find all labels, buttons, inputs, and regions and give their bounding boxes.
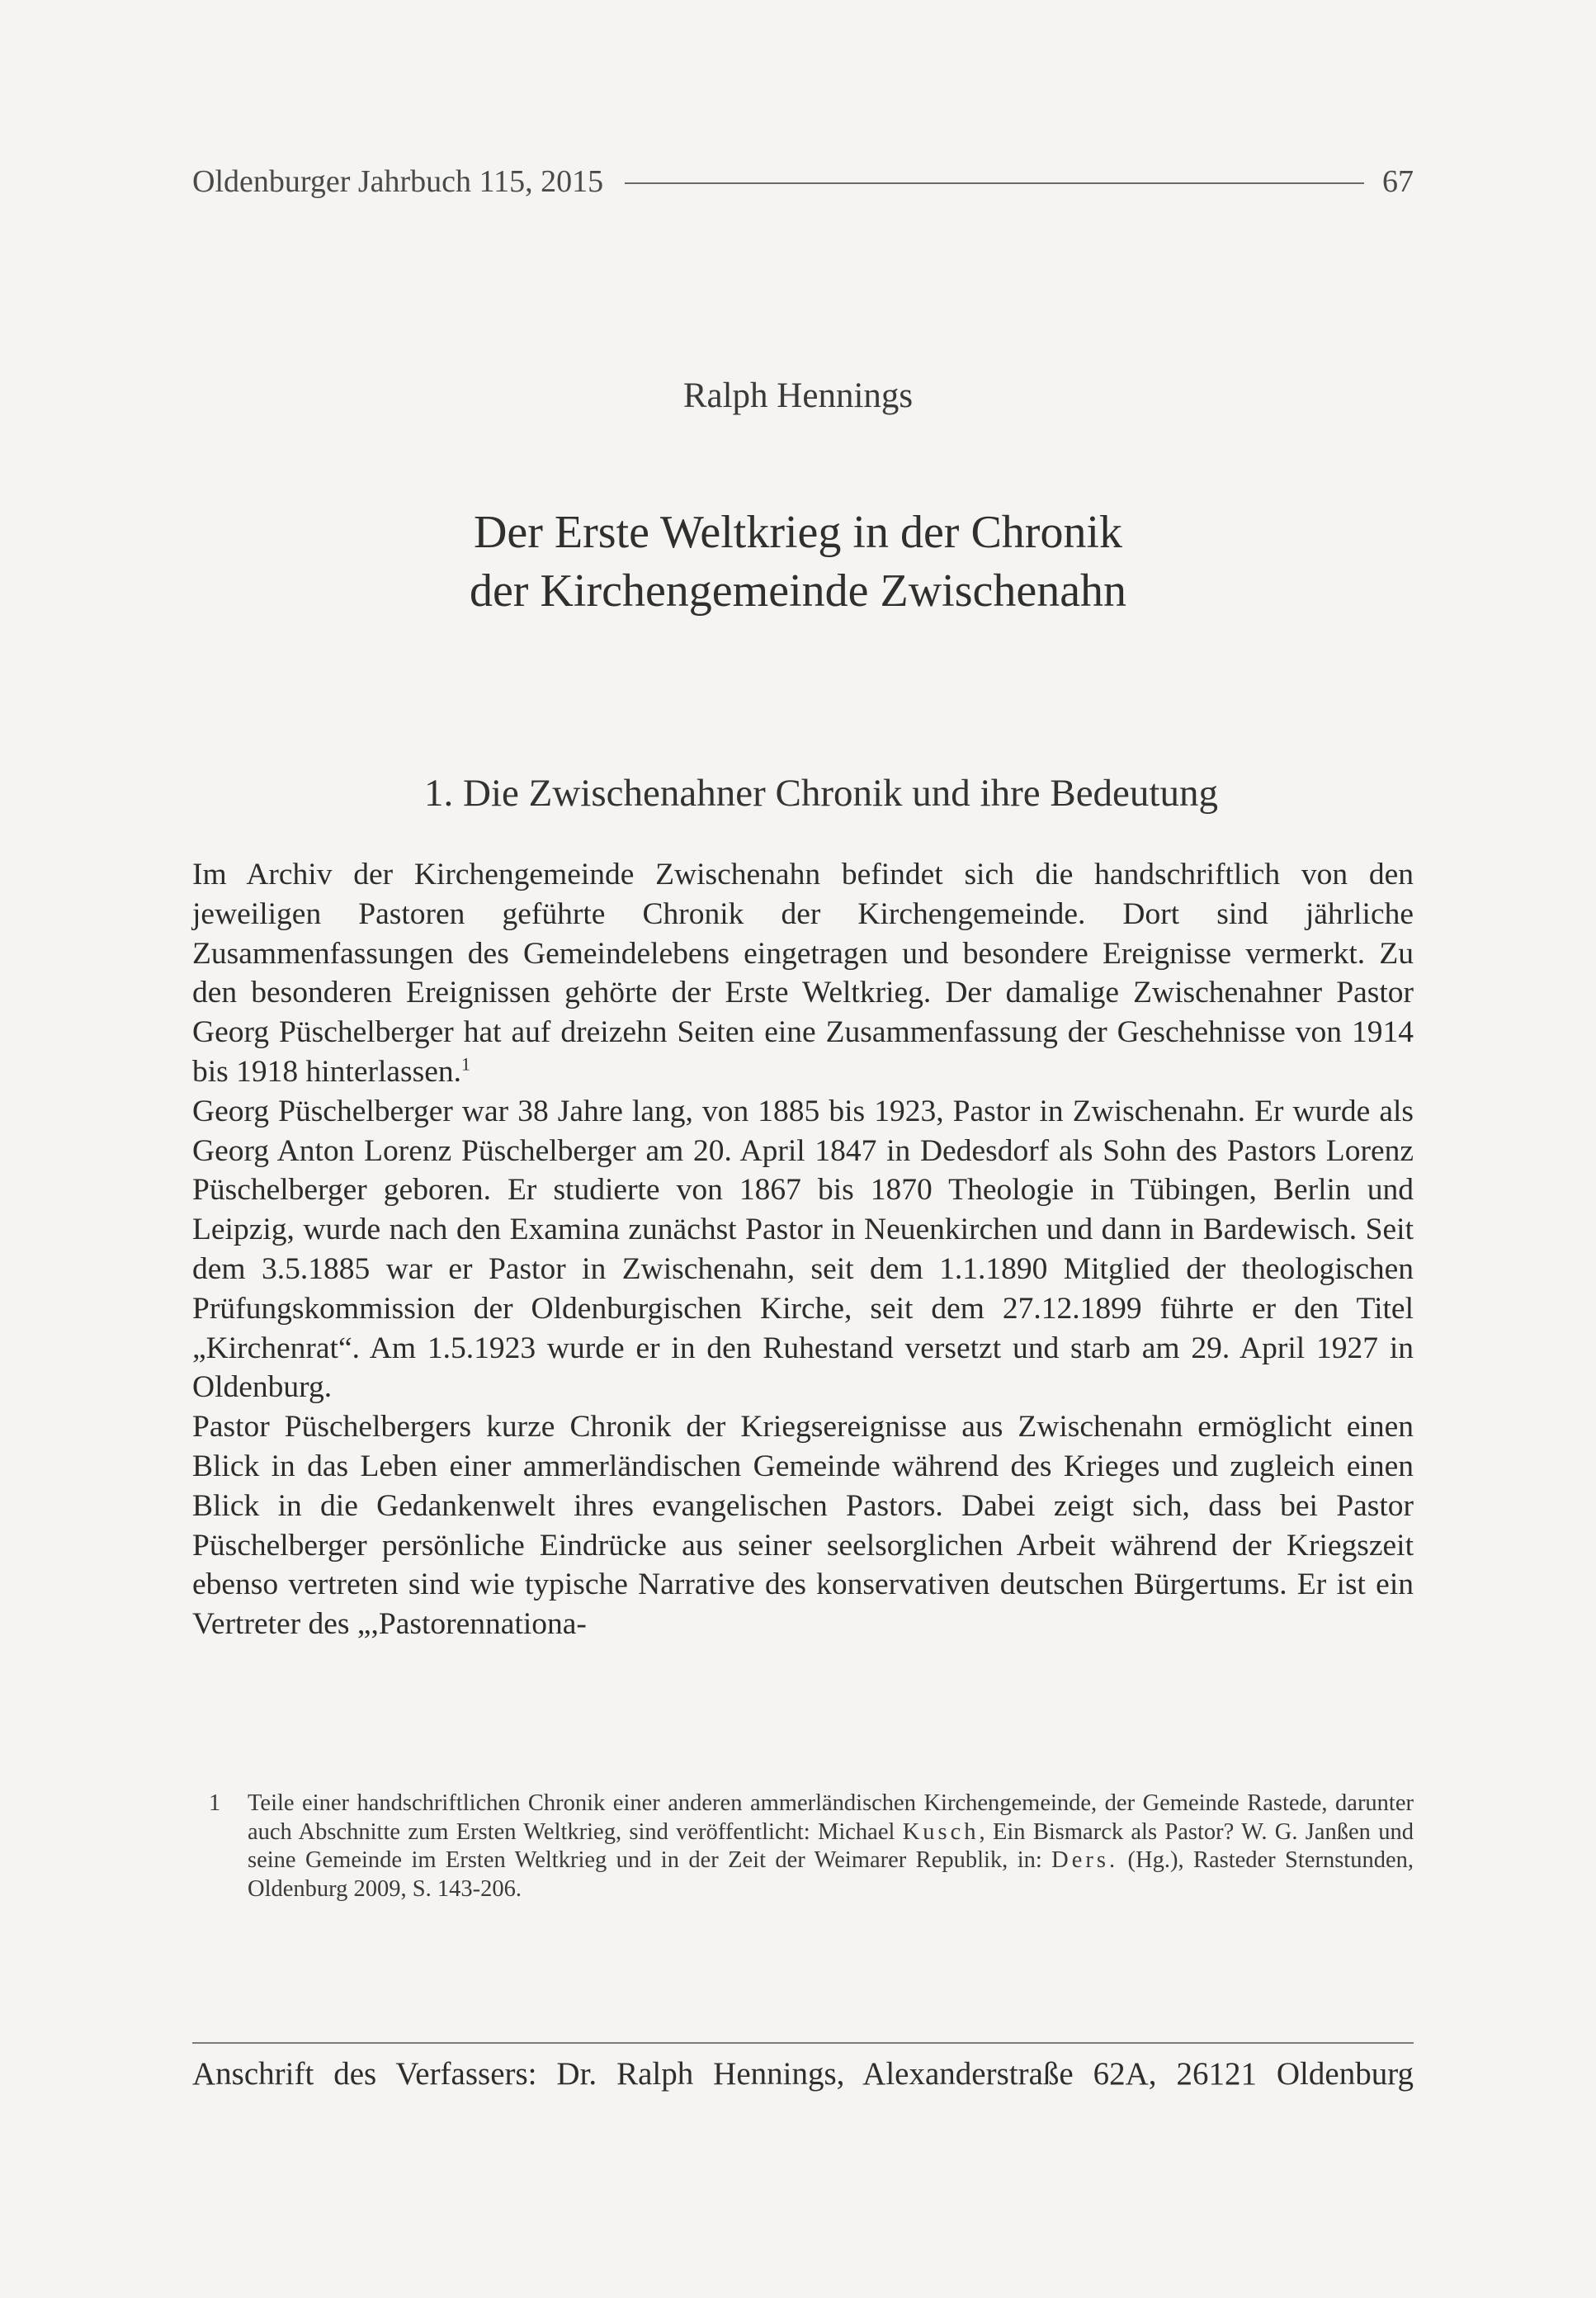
author-address: Anschrift des Verfassers: Dr. Ralph Hennings, Alexanderstraße 62A, 26121 Oldenburg <box>192 2056 1414 2092</box>
journal-title: Oldenburger Jahrbuch 115, 2015 <box>192 164 604 199</box>
footnote-number: 1 <box>209 1790 221 1816</box>
section-heading: 1. Die Zwischenahner Chronik und ihre Bedeutung <box>424 772 1218 815</box>
article-title-line-1: Der Erste Weltkrieg in der Chronik <box>473 507 1123 558</box>
footnote-reference: 1 <box>461 1053 471 1075</box>
body-text <box>192 855 1414 1644</box>
article-author: Ralph Hennings <box>682 376 914 415</box>
footnote-text-part-2: , Ein Bismarck als Pastor? W. G. Janßen und seine Gemeinde im Ersten Weltkrieg und in der Zeit der Weimarer Republik, in: <box>248 1818 1414 1873</box>
article-title <box>0 504 1596 621</box>
paragraph-3: Pastor Püschelbergers kurze Chronik der Kriegsereignisse aus Zwischenahn ermöglicht einen Blick in das Leben einer ammerländischen Gemeinde während des Krieges und zugleich einen Blick in die Gedankenwelt ihres evangelischen Pastors. Dabei zeigt sich, dass bei Pastor Püschelberger persönliche Eindrücke aus seiner seelsorglichen Arbeit während der Kriegszeit ebenso vertreten sind wie typische Narrative des konservativen deutschen Bürgertums. Er ist ein Vertreter des „,Pastorennationa- <box>192 1410 1414 1642</box>
page-number: 67 <box>1382 164 1414 199</box>
footnote <box>209 1790 1414 1903</box>
running-head <box>192 157 1414 206</box>
footer-rule <box>192 2042 1414 2044</box>
paragraph-1-text: Im Archiv der Kirchengemeinde Zwischenahn befindet sich die handschriftlich von den jeweiligen Pastoren geführte Chronik der Kirchengemeinde. Dort sind jährliche Zusammenfassungen des Gemeindelebens eingetragen und besondere Ereignisse vermerkt. Zu den besonderen Ereignissen gehörte der Erste Weltkrieg. Der damalige Zwischenahner Pastor Georg Püschelberger hat auf dreizehn Seiten eine Zusammenfassung der Geschehnisse von 1914 bis 1918 hinterlassen. <box>192 858 1414 1089</box>
footnote-text <box>248 1790 1414 1903</box>
footnote-text-part-3: (Hg.), Rasteder Sternstunden, Oldenburg 2009, S. 143-206. <box>248 1847 1414 1902</box>
footnote-author-1: Kusch <box>902 1818 980 1845</box>
paragraph-1 <box>192 855 1414 1092</box>
paragraph-2: Georg Püschelberger war 38 Jahre lang, von 1885 bis 1923, Pastor in Zwischenahn. Er wurde als Georg Anton Lorenz Püschelberger am 20. April 1847 in Dedesdorf als Sohn des Pastors Lorenz Püschelberger geboren. Er studierte von 1867 bis 1870 Theologie in Tübingen, Berlin und Leipzig, wurde nach den Examina zunächst Pastor in Neuenkirchen und dann in Bardewisch. Seit dem 3.5.1885 war er Pastor in Zwischenahn, seit dem 1.1.1890 Mitglied der theologischen Prüfungskommission der Oldenburgischen Kirche, seit dem 27.12.1899 führte er den Titel „Kirchenrat“. Am 1.5.1923 wurde er in den Ruhestand versetzt und starb am 29. April 1927 in Oldenburg. <box>192 1094 1414 1405</box>
footnote-author-2: Ders. <box>1051 1847 1119 1873</box>
footnote-text-part-1: Teile einer handschriftlichen Chronik einer anderen ammerländischen Kirchengemeinde, der Gemeinde Rastede, darunter auch Abschnitte zum Ersten Weltkrieg, sind veröffentlicht: Michael <box>248 1790 1414 1845</box>
article-title-line-2: der Kirchengemeinde Zwischenahn <box>469 565 1127 617</box>
header-rule <box>625 182 1364 184</box>
